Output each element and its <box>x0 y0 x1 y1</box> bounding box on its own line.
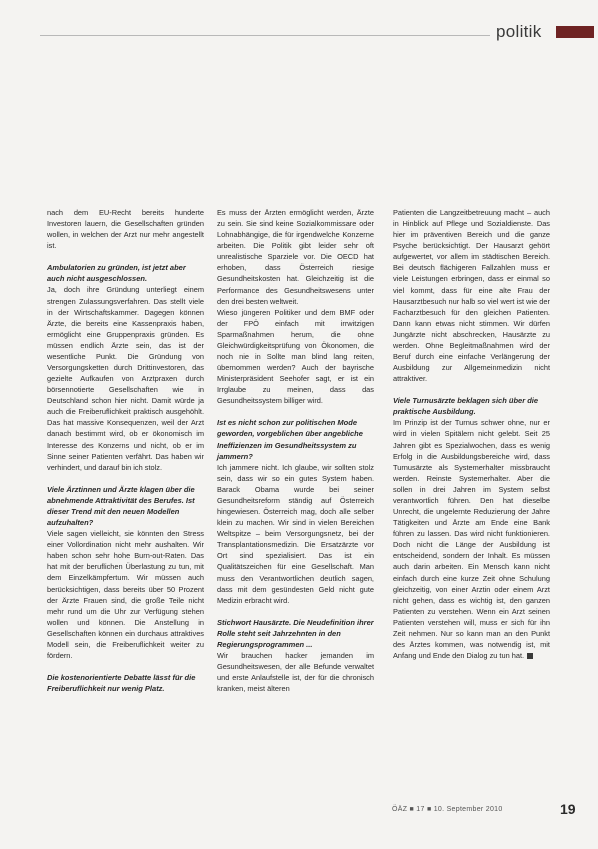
paragraph: Wieso jüngeren Politiker und dem BMF oder der FPÖ einfach mit irrwitzigen Sparmaßnahmen herum, die ohne Gleichwürdigkeitsprüfung von Ökonomen, die noch nie in Sollte man blind lang reiten, übernommen werden? Auch der bayrische Ministerpräsident Seehofer sagt, er ist ein Irrglaube zu meinen, dass das Gesundheitssystem billiger wird. <box>217 307 374 406</box>
paragraph <box>393 417 550 661</box>
paragraph: Es muss der Ärzten ermöglicht werden, Ärzte zu sein. Sie sind keine Sozialkommissare oder Lohnabhängige, die für irgendwelche Konzerne arbeiten. Die Politik gibt leider sehr oft unrealistische Sparziele vor. Die OECD hat erhoben, dass Österreich riesige Gesundheitskosten hat. Gleichzeitig ist die Performance des Gesundheitswesens unter den drei besten weltweit. <box>217 208 374 306</box>
paragraph: Patienten die Langzeitbetreuung macht – auch in Hinblick auf Pflege und Sozialdienste. Das hier im präventiven Bereich und die ganze Psyche berücksichtigt. Der Hausarzt gehört aufgewertet, vor allem im städtischen Bereich. Bei deutsch flächigeren Fallzahlen muss er viele Leistungen erbringen, dass er einmal so viel kommt, dass für eine alte Frau der Hausarztbesuch nur halb so viel wert ist wie der Facharztbesuch für den gleichen Patienten. Dann kann etwas nicht stimmen. Wir dürfen Jungärzte nicht abschrecken, Hausärzte zu werden. Ohne Begleitmaßnahmen wird der Beruf durch eine einfache Verlängerung der Ausbildung zur Allgemeinmedizin nicht attraktiver. <box>393 208 550 384</box>
interview-question: Ist es nicht schon zur politischen Mode geworden, vorgeblichen über angebliche Ineffizienzen im Gesundheitssystem zu jammern? <box>217 418 363 461</box>
paragraph: Viele sagen vielleicht, sie könnten den Stress einer Vollordination nicht mehr aushalten. Wir haben schon sehr hohe Burn-out-Raten. Das hat mit der beruflichen Überlastung zu tun, mit dem Einzelkämpfertum. Wir müssen auch berücksichtigen, dass bereits über 50 Prozent der Ärzte Frauen sind, die große Teile nicht mehr rund um die Uhr zur Verfügung stehen wollen und können. Die Anstellung in Gesellschaften können ein durchaus attraktives Modell sein, die Freiberuflichkeit weiter zu fördern. <box>47 529 204 660</box>
interview-question: Stichwort Hausärzte. Die Neudefinition ihrer Rolle steht seit Jahrzehnten in den Regierungsprogrammen ... <box>217 617 374 649</box>
publication-footer: ÖÄZ ■ 17 ■ 10. September 2010 <box>392 806 503 813</box>
section-label: politik <box>496 22 542 41</box>
interview-question: Viele Ärztinnen und Ärzte klagen über die abnehmende Attraktivität des Berufes. Ist dieser Trend mit den neuen Modellen aufzuhalten? <box>47 484 195 528</box>
text-column-2 <box>217 207 374 694</box>
text-column-1 <box>47 207 204 694</box>
paragraph: nach dem EU-Recht bereits hunderte Investoren lauern, die Gesellschaften gründen wollen, in welchen der Arzt nur mehr angestellt ist. <box>47 208 204 251</box>
interview-question: Die kostenorientierte Debatte lässt für die Freiberuflichkeit nur wenig Platz. <box>47 673 196 694</box>
paragraph: Ja, doch ihre Gründung unterliegt einem strengen Zulassungsverfahren. Das stellt viele in der Wirtschaftskammer. Dagegen können Ärzte, die bereits eine Kassenpraxis haben, ermöglicht eine Gruppenpraxis gründen. Es müssen endlich Ärzte sein, das ist der wesentliche Punkt. Die Gründung von Versorgungsketten durch Drittinvestoren, das gezielte Aufkaufen von Arztpraxen durch börsennotierte Gesellschaften wie in Deutschland schon hier nicht. Damit würde ja auch die Freiberuflichkeit praktisch ausgehöhlt. Das hat massive Konsequenzen, weil der Arzt danach bestimmt wird, ob er ökonomisch im Interesse des Konzerns und nicht, ob er im Sinne seiner Patienten verfährt. Das haben wir verhindert, und darauf bin ich stolz. <box>47 285 204 472</box>
section-color-block <box>556 26 594 38</box>
interview-question: Ambulatorien zu gründen, ist jetzt aber auch nicht ausgeschlossen. <box>47 263 186 284</box>
end-of-article-mark <box>527 653 533 659</box>
interview-question: Viele Turnusärzte beklagen sich über die praktische Ausbildung. <box>393 396 539 417</box>
paragraph: Ich jammere nicht. Ich glaube, wir sollten stolz sein, dass wir so ein gutes System haben. Barack Obama wurde bei seiner Gesundheitsreform ständig auf Österreich hingewiesen. Österreich mag, doch alle selber klein zu machen. Wir sind in vielen Bereichen Weltspitze – beim Versorgungsnetz, bei der Transplantationsmedizin. Die Ersatzärzte vor Ort sind spezialisiert. Das ist ein Qualitätszeichen für eine Gesellschaft. Man muss den Verantwortlichen deutlich sagen, dass mit dem gesündesten Geld nicht gute Medizin erbracht wird. <box>217 462 374 605</box>
text-column-3 <box>393 207 550 661</box>
header-rule <box>40 35 490 36</box>
paragraph: Wir brauchen hacker jemanden im Gesundheitswesen, der alle Befunde verwaltet und erste Anlaufstelle ist, der für die chronisch kranken, meist älteren <box>217 650 374 694</box>
paragraph-text: Im Prinzip ist der Turnus schwer ohne, nur er wird in vielen Spitälern nicht gelebt. Seit 25 Jahren gibt es Spezialwochen, dass es wenig Erfolg in die Ausbildungsbereiche wird, dass Turnusärzte als Systemerhalter missbraucht werden. Reinste Systemerhalter. Aber die sollen in drei Jahren im System selbst verantwortlich führen. Den hat dieselbe Unrecht, die ungelernte Reduzierung der Jahre Tätigkeiten und Ärzte am Ende eine Bank führen zu lassen. Das wird nicht funktionieren. Doch nicht die Länge der Ausbildung ist entscheidend, sondern der Inhalt. Es müssen auch darin arbeiten. Ein Mensch kann nicht einfach durch eine kurze Zeit ohne Schulung gleichzeitig, von einer Arztin oder einem Arzt nicht gehen, dass es wichtig ist, den ganzen Patienten zu verstehen. Wenn ein Arzt seinen Patienten verstehen will, muss er sich für ihn Zeit nehmen. Nur so kann man an den Punkt des Ärztes kommen, was notwendig ist, mit Anfang und Ende den Dialog zu tun hat. <box>393 418 550 661</box>
page-number: 19 <box>560 801 576 817</box>
